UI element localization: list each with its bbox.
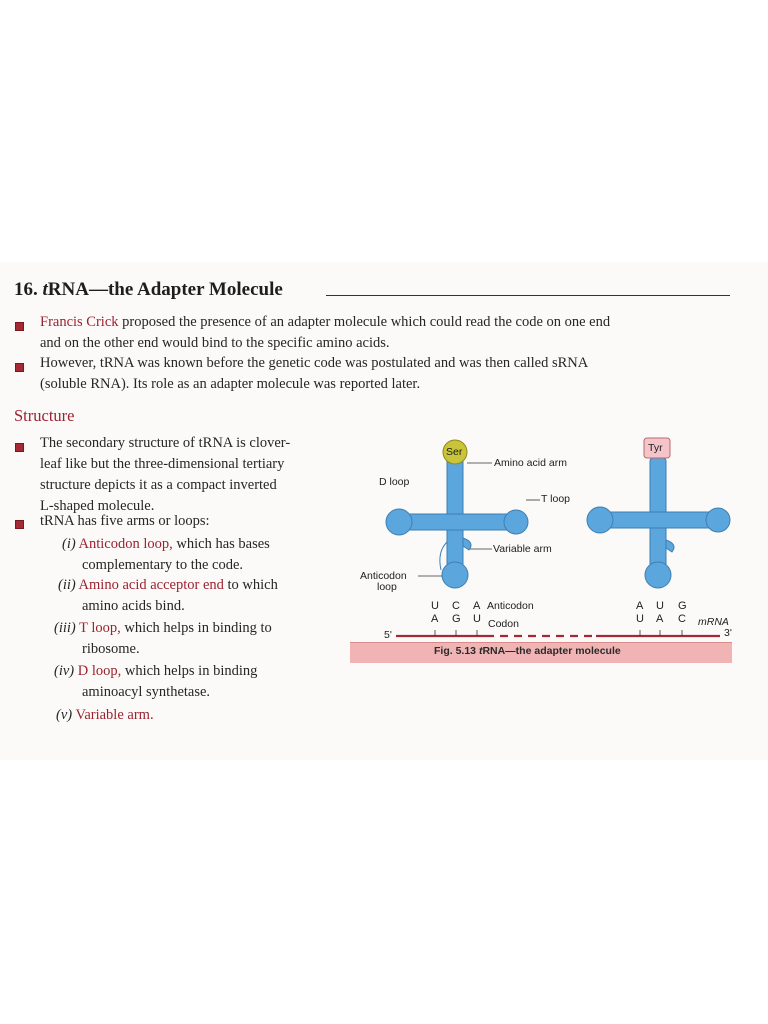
base-letter: A xyxy=(473,600,481,612)
anticodon-loop-label-2: loop xyxy=(377,581,397,593)
intro-paragraph-2: However, tRNA was known before the genetic code was postulated and was then called sRNA (soluble RNA). Its role as an adapter molecule was reported later. xyxy=(40,355,589,392)
base-letter: A xyxy=(636,600,644,612)
structure-heading: Structure xyxy=(14,406,75,425)
list-item-d-loop: (iv) D loop, which helps in binding aminoacyl synthetase. xyxy=(54,663,258,700)
trna-figure xyxy=(346,430,738,670)
figure-caption-bar xyxy=(350,642,732,663)
bullet-icon xyxy=(15,520,24,529)
base-letter: C xyxy=(678,613,686,625)
base-letter: C xyxy=(452,600,460,612)
arms-intro: tRNA has five arms or loops: xyxy=(40,513,210,529)
base-letter: U xyxy=(656,600,664,612)
ser-label: Ser xyxy=(446,446,463,458)
figure-caption: Fig. 5.13 tRNA—the adapter molecule xyxy=(434,645,621,657)
intro-paragraph-1: Francis Crick proposed the presence of an adapter molecule which could read the code on one end and on the other end would bind to the specific amino acids. xyxy=(40,314,611,351)
base-letter: A xyxy=(656,613,664,625)
bullet-icon xyxy=(15,322,24,331)
five-prime-label: 5' xyxy=(384,629,392,641)
anticodon-label: Anticodon xyxy=(487,600,534,612)
list-item-t-loop: (iii) T loop, which helps in binding to ribosome. xyxy=(54,620,272,657)
heading-underline xyxy=(326,295,730,296)
section-heading xyxy=(14,279,716,303)
bullet-icon xyxy=(15,443,24,452)
three-prime-label: 3' xyxy=(724,627,732,639)
base-letter: A xyxy=(431,613,439,625)
mrna-label: mRNA xyxy=(698,616,729,628)
page-title: 16. tRNA—the Adapter Molecule xyxy=(14,279,283,300)
base-letter: U xyxy=(431,600,439,612)
list-item-variable-arm: (v) Variable arm. xyxy=(56,707,154,723)
amino-acid-arm-label: Amino acid arm xyxy=(494,457,567,469)
list-item-anticodon-loop: (i) Anticodon loop, which has bases complementary to the code. xyxy=(62,536,270,573)
tyr-label: Tyr xyxy=(648,442,663,454)
trna-right xyxy=(587,458,730,588)
structure-paragraph: The secondary structure of tRNA is clover- leaf like but the three-dimensional tertiary structure depicts it as a compact inverted L-shaped molecule. xyxy=(40,435,291,514)
d-loop-label: D loop xyxy=(379,476,410,488)
highlight-francis-crick: Francis Crick xyxy=(40,314,119,330)
anticodon-loop-label-1: Anticodon xyxy=(360,570,407,582)
codon-label: Codon xyxy=(488,618,519,630)
list-item-amino-acid-acceptor: (ii) Amino acid acceptor end to which amino acids bind. xyxy=(58,577,278,614)
variable-arm-label: Variable arm xyxy=(493,543,552,555)
bullet-icon xyxy=(15,363,24,372)
t-loop-label: T loop xyxy=(541,493,570,505)
base-letter: G xyxy=(452,613,461,625)
base-letter: G xyxy=(678,600,687,612)
base-letter: U xyxy=(636,613,644,625)
base-letter: U xyxy=(473,613,481,625)
